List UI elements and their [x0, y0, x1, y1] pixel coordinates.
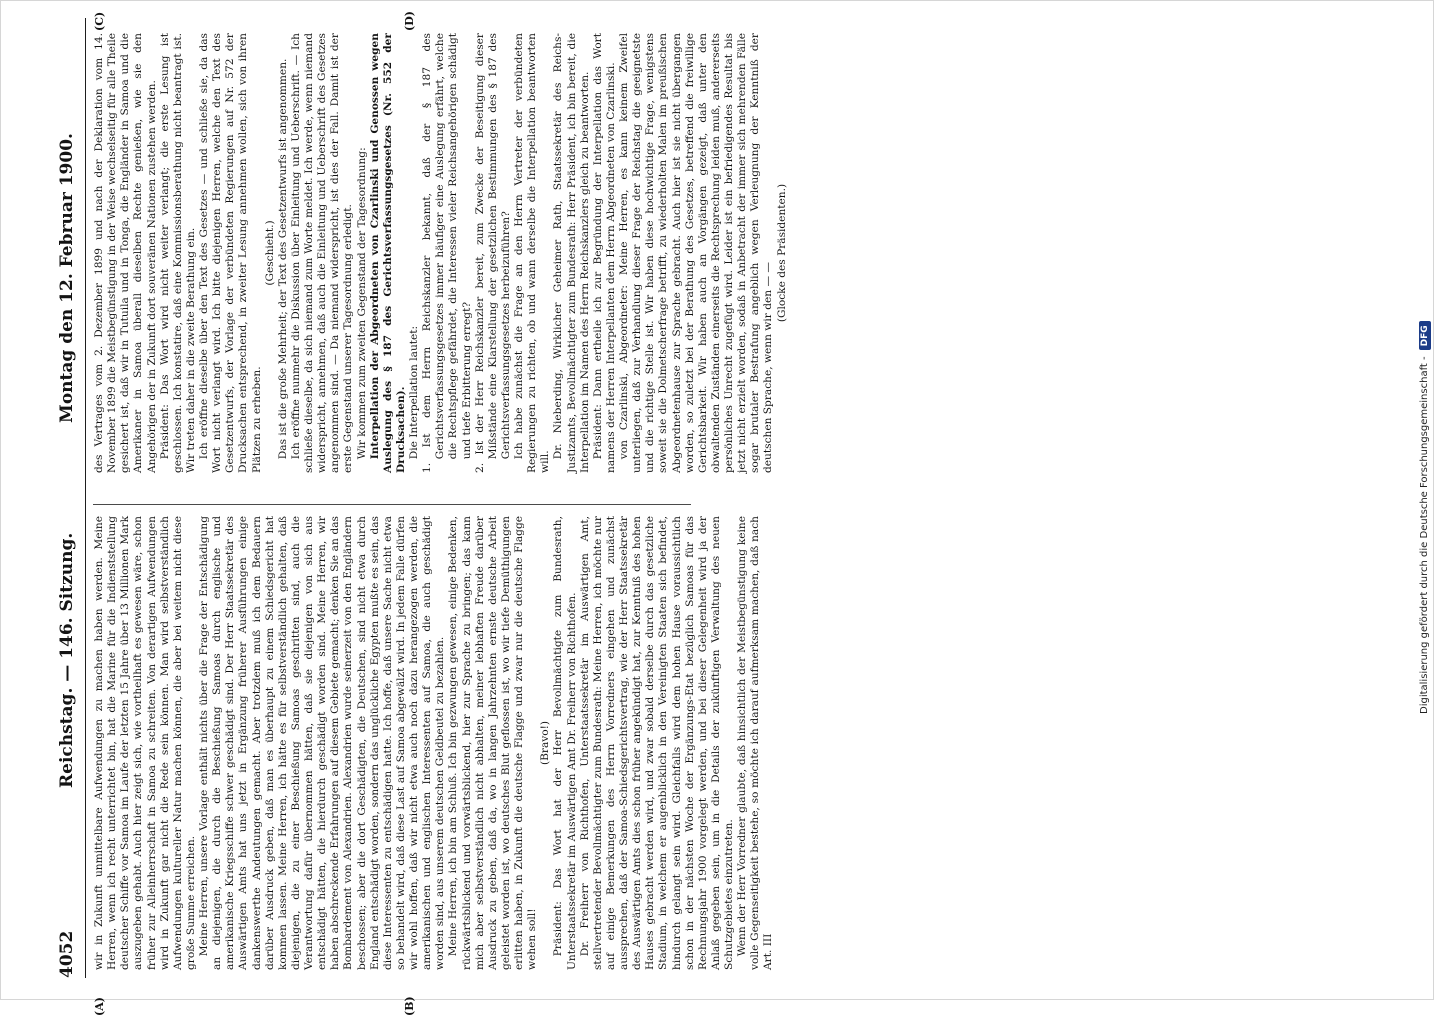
date-heading: Montag den 12. Februar 1900.: [57, 133, 77, 423]
right-list-item-2: 2. Ist der Herr Reichskanzler bereit, zum Zwecke der Beseitigung dieser Mißstände eine Klarstellung der gesetzlichen Bestimmungen des § 187 des Gerichtsverfassungsgesetzes herbeizuführen?: [473, 33, 512, 473]
left-column: [93, 516, 775, 970]
margin-marker-a: (A): [93, 997, 106, 1016]
left-paragraph-1: wir in Zukunft unmittelbare Aufwendungen zu machen haben werden. Meine Herren, wenn ich recht unterrichtet bin, hat die Marine für die Indienststellung deutscher Schiffe vor Samoa im Laufe der letzten 15 Jahre über 13 Millionen Mark auszugeben gehabt. Auch hier zeigt sich, wie vortheilhaft es gewesen wäre, schon früher zur Alleinherrschaft in Samoa zu schreiten. Von derartigen Aufwendungen wird in Zukunft gar nicht die Rede sein können. Man wird selbstverständlich Aufwendungen kultureller Natur machen können, die aber bei weitem nicht diese große Summe erreichen.: [93, 516, 197, 970]
credit-text: Digitalisierung gefördert durch die Deutsche Forschungsgemeinschaft -: [1419, 356, 1430, 714]
header-rule: [85, 18, 86, 978]
running-head: [57, 18, 85, 978]
right-list-item-1: 1. Ist dem Herrn Reichskanzler bekannt, daß der § 187 des Gerichtsverfassungsgesetzes immer häufiger eine Auslegung erfährt, welche die Rechtspflege gefährdet, die Interessen vieler Reichsangehörigen schädigt und tiefe Erbitterung erregt?: [421, 33, 473, 473]
right-paragraph-1: des Vertrages vom 2. Dezember 1899 und nach der Deklaration vom 14. November 1899 die Meistbegünstigung in der Weise wechselseitig für alle Theile gesichert ist, daß wir in Tutuila und in Tonga, die Engländer in Samoa und die Amerikaner in Samoa überall dieselben Rechte genießen, wie sie den Angehörigen der in Zukunft dort souveränen Nationen zustehen werden.: [93, 33, 158, 473]
dfg-logo: DFG: [1419, 321, 1431, 350]
right-paragraph-president: Präsident: Das Wort wird nicht weiter verlangt; die erste Lesung ist geschlossen. Ich konstatire, daß eine Kommissionsberathung nicht beantragt ist. Wir treten daher in die zweite Berathung ein.: [158, 33, 197, 473]
left-paragraph-2: Meine Herren, unsere Vorlage enthält nichts über die Frage der Entschädigung an diejenigen, die durch die Beschießung Samoas durch englische und amerikanische Kriegsschiffe schwer geschädigt sind. Der Herr Staatssekretär des Auswärtigen Amts hat uns jetzt in Ergänzung früherer Ausführungen einige dankenswerthe Andeutungen gemacht. Aber trotzdem muß ich dem Bedauern darüber Ausdruck geben, daß man es überhaupt zu einem Schiedsgericht hat kommen lassen. Meine Herren, ich hätte es für selbstverständlich gehalten, daß diejenigen, die zu einer Beschießung Samoas geschritten sind, auch die Verantwortung dafür übernommen hätten, daß sie diejenigen von sich aus entschädigt hätten, die hierdurch geschädigt worden sind. Meine Herren, wir haben abschreckende Erfahrungen auf diesem Gebiete gemacht; denken Sie an das Bombardement von Alexandrien. Alexandrien wurde seinerzeit von den Engländern beschossen; aber die dort Geschädigten, die Deutschen, sind nicht etwa durch England entschädigt worden, sondern das unglückliche Egypten mußte es sein, das diese Interessenten zu entschädigen hatte. Ich hoffe, daß unsere Sache nicht etwa so behandelt wird, daß diese Last auf Samoa abgewälzt wird. In jedem Falle dürfen wir wohl hoffen, daß wir nicht etwa auch noch dazu herangezogen werden, die amerikanischen und englischen Interessenten auf Samoa, die auch geschädigt worden sind, aus unserem deutschen Geldbeutel zu bezahlen.: [198, 516, 447, 970]
left-paragraph-last: Wenn der Herr Vorredner glaubte, daß hinsichtlich der Meistbegünstigung keine volle Gegenseitigkeit bestehe, so möchte ich darauf aufmerksam machen, daß nach Art. III: [736, 516, 775, 970]
session-heading: Reichstag. — 146. Sitzung.: [57, 532, 77, 788]
right-paragraph-czarlinski: von Czarlinski, Abgeordneter: Meine Herren, es kann keinem Zweifel unterliegen, daß zur Verhandlung dieser Frage der Reichstag die geeignetste und die richtige Stelle ist. Wir haben diese hochwichtige Frage, wenigstens soweit sie die Dolmetscherfrage betrifft, zu wiederholten Malen im preußischen Abgeordnetenhause zur Sprache gebracht. Auch hier ist sie nicht übergangen worden, so zuletzt bei der Berathung des Gesetzes, betreffend die freiwillige Gerichtsbarkeit. Wir haben auch an Vorgängen gezeigt, daß unter den obwaltenden Zuständen einerseits die Rechtsprechung leiden muß, andererseits persönliches Unrecht zugefügt wird. Leider ist ein befriedigendes Resultat bis jetzt nicht erzielt worden, sodaß in Anbetracht der immer sich mehrenden Fälle sogar brutaler Bestrafung angeblich wegen Verleugnung der Kenntniß der deutschen Sprache, wenn wir den — —: [618, 33, 775, 473]
left-paragraph-richthofen: Dr. Freiherr von Richthofen, Unterstaatssekretär im Auswärtigen Amt, stellvertretender Bevollmächtigter zum Bundesrath: Meine Herren, ich möchte nur auf einige Bemerkungen des Herrn Vorredners eingehen und zunächst aussprechen, daß der Samoa-Schiedsgerichtsvertrag, wie der Herr Staatssekretär des Auswärtigen Amts dies schon früher angekündigt hat, zur Kenntniß des hohen Hauses gebracht werden wird, und zwar sobald derselbe durch das gesetzliche Stadium, in welchem er augenblicklich in den Vereinigten Staaten sich befindet, hindurch gelangt sein wird. Gleichfalls wird dem hohen Hause voraussichtlich schon in der nächsten Woche der Ergänzungs-Etat bezüglich Samoas für das Rechnungsjahr 1900 vorgelegt werden, und bei dieser Gelegenheit wird ja der Anlaß gegeben sein, um in die Details der zukünftigen Verwaltung des neuen Schutzgebietes einzutreten.: [578, 516, 735, 970]
right-paragraph-second-reading: Ich eröffne dieselbe über den Text des Gesetzes — und schließe sie, da das Wort nicht verlangt wird. Ich bitte diejenigen Herren, welche den Text des Gesetzentwurfs, der Vorlage der verbündeten Regierungen auf Nr. 572 der Drucksachen entsprechend, in zweiter Lesung annehmen wollen, sich von ihren Plätzen zu erheben.: [198, 33, 263, 473]
right-paragraph-introduction: Ich eröffne nunmehr die Diskussion über Einleitung und Ueberschrift. — Ich schließe dieselbe, da sich niemand zum Worte meldet. Ich werde, wenn niemand widerspricht, annehmen, daß auch die Einleitung und Ueberschrift des Gesetzes angenommen sind. — Da niemand widerspricht, ist dies der Fall. Damit ist der erste Gegenstand unserer Tagesordnung erledigt.: [289, 33, 355, 473]
left-paragraph-president: Präsident: Das Wort hat der Herr Bevollmächtigte zum Bundesrath, Unterstaatssekretär im Auswärtigen Amt Dr. Freiherr von Richthofen.: [552, 516, 578, 970]
right-paragraph-agenda: Wir kommen zum zweiten Gegenstand der Tagesordnung:: [355, 147, 368, 460]
rotated-page: [57, 11, 788, 1016]
margin-marker-d: (D): [403, 11, 416, 31]
right-interjection-geschieht: (Geschieht.): [263, 220, 276, 286]
column-gutter: [93, 504, 691, 505]
right-paragraph-question: Ich habe zunächst die Frage an den Herrn Vertreter der verbündeten Regierungen zu richten, ob und wann derselbe die Interpellation beantworten will.: [513, 33, 552, 473]
right-paragraph-majority: Das ist die große Mehrheit; der Text des Gesetzentwurfs ist angenommen.: [276, 58, 289, 460]
right-interpellation-title: Interpellation der Abgeordneten von Czarlinski und Genossen wegen Auslegung des § 187 des Gerichtsverfassungsgesetzes (Nr. 552 der Drucksachen).: [368, 33, 407, 473]
page-number: 4052: [57, 930, 77, 978]
right-column: [93, 33, 788, 473]
left-interjection-bravo: (Bravo!): [539, 720, 552, 766]
margin-marker-b: (B): [403, 996, 416, 1016]
right-interjection-glocke: (Glocke des Präsidenten.): [775, 183, 788, 323]
right-paragraph-nieberding: Dr. Nieberding, Wirklicher Geheimer Rath, Staatssekretär des Reichs-Justizamts, Bevollmächtigter zum Bundesrath: Herr Präsident, ich bin bereit, die Interpellation im Namen des Herrn Reichskanzlers gleich zu beantworten.: [552, 33, 591, 473]
digitization-credit: [1418, 4, 1434, 714]
left-paragraph-3: Meine Herren, ich bin am Schluß. Ich bin gezwungen gewesen, einige Bedenken, rückwärtsblickend und vorwärtsblickend, hier zur Sprache zu bringen; das kann mich aber selbstverständlich nicht abhalten, meiner lebhaften Freude darüber Ausdruck zu geben, daß da, wo in langen Jahrzehnten ernste deutsche Arbeit geleistet worden ist, wo deutsches Blut geflossen ist, wo wir tiefe Demüthigungen erlitten haben, in Zukunft die deutsche Flagge und zwar nur die deutsche Flagge wehen soll!: [447, 516, 539, 970]
right-paragraph-president-2: Präsident: Dann ertheile ich zur Begründung der Interpellation das Wort namens der Herren Interpellanten dem Herrn Abgeordneten von Czarlinski.: [591, 33, 617, 473]
right-paragraph-lautet: Die Interpellation lautet:: [408, 325, 420, 460]
margin-marker-c: (C): [93, 11, 106, 31]
